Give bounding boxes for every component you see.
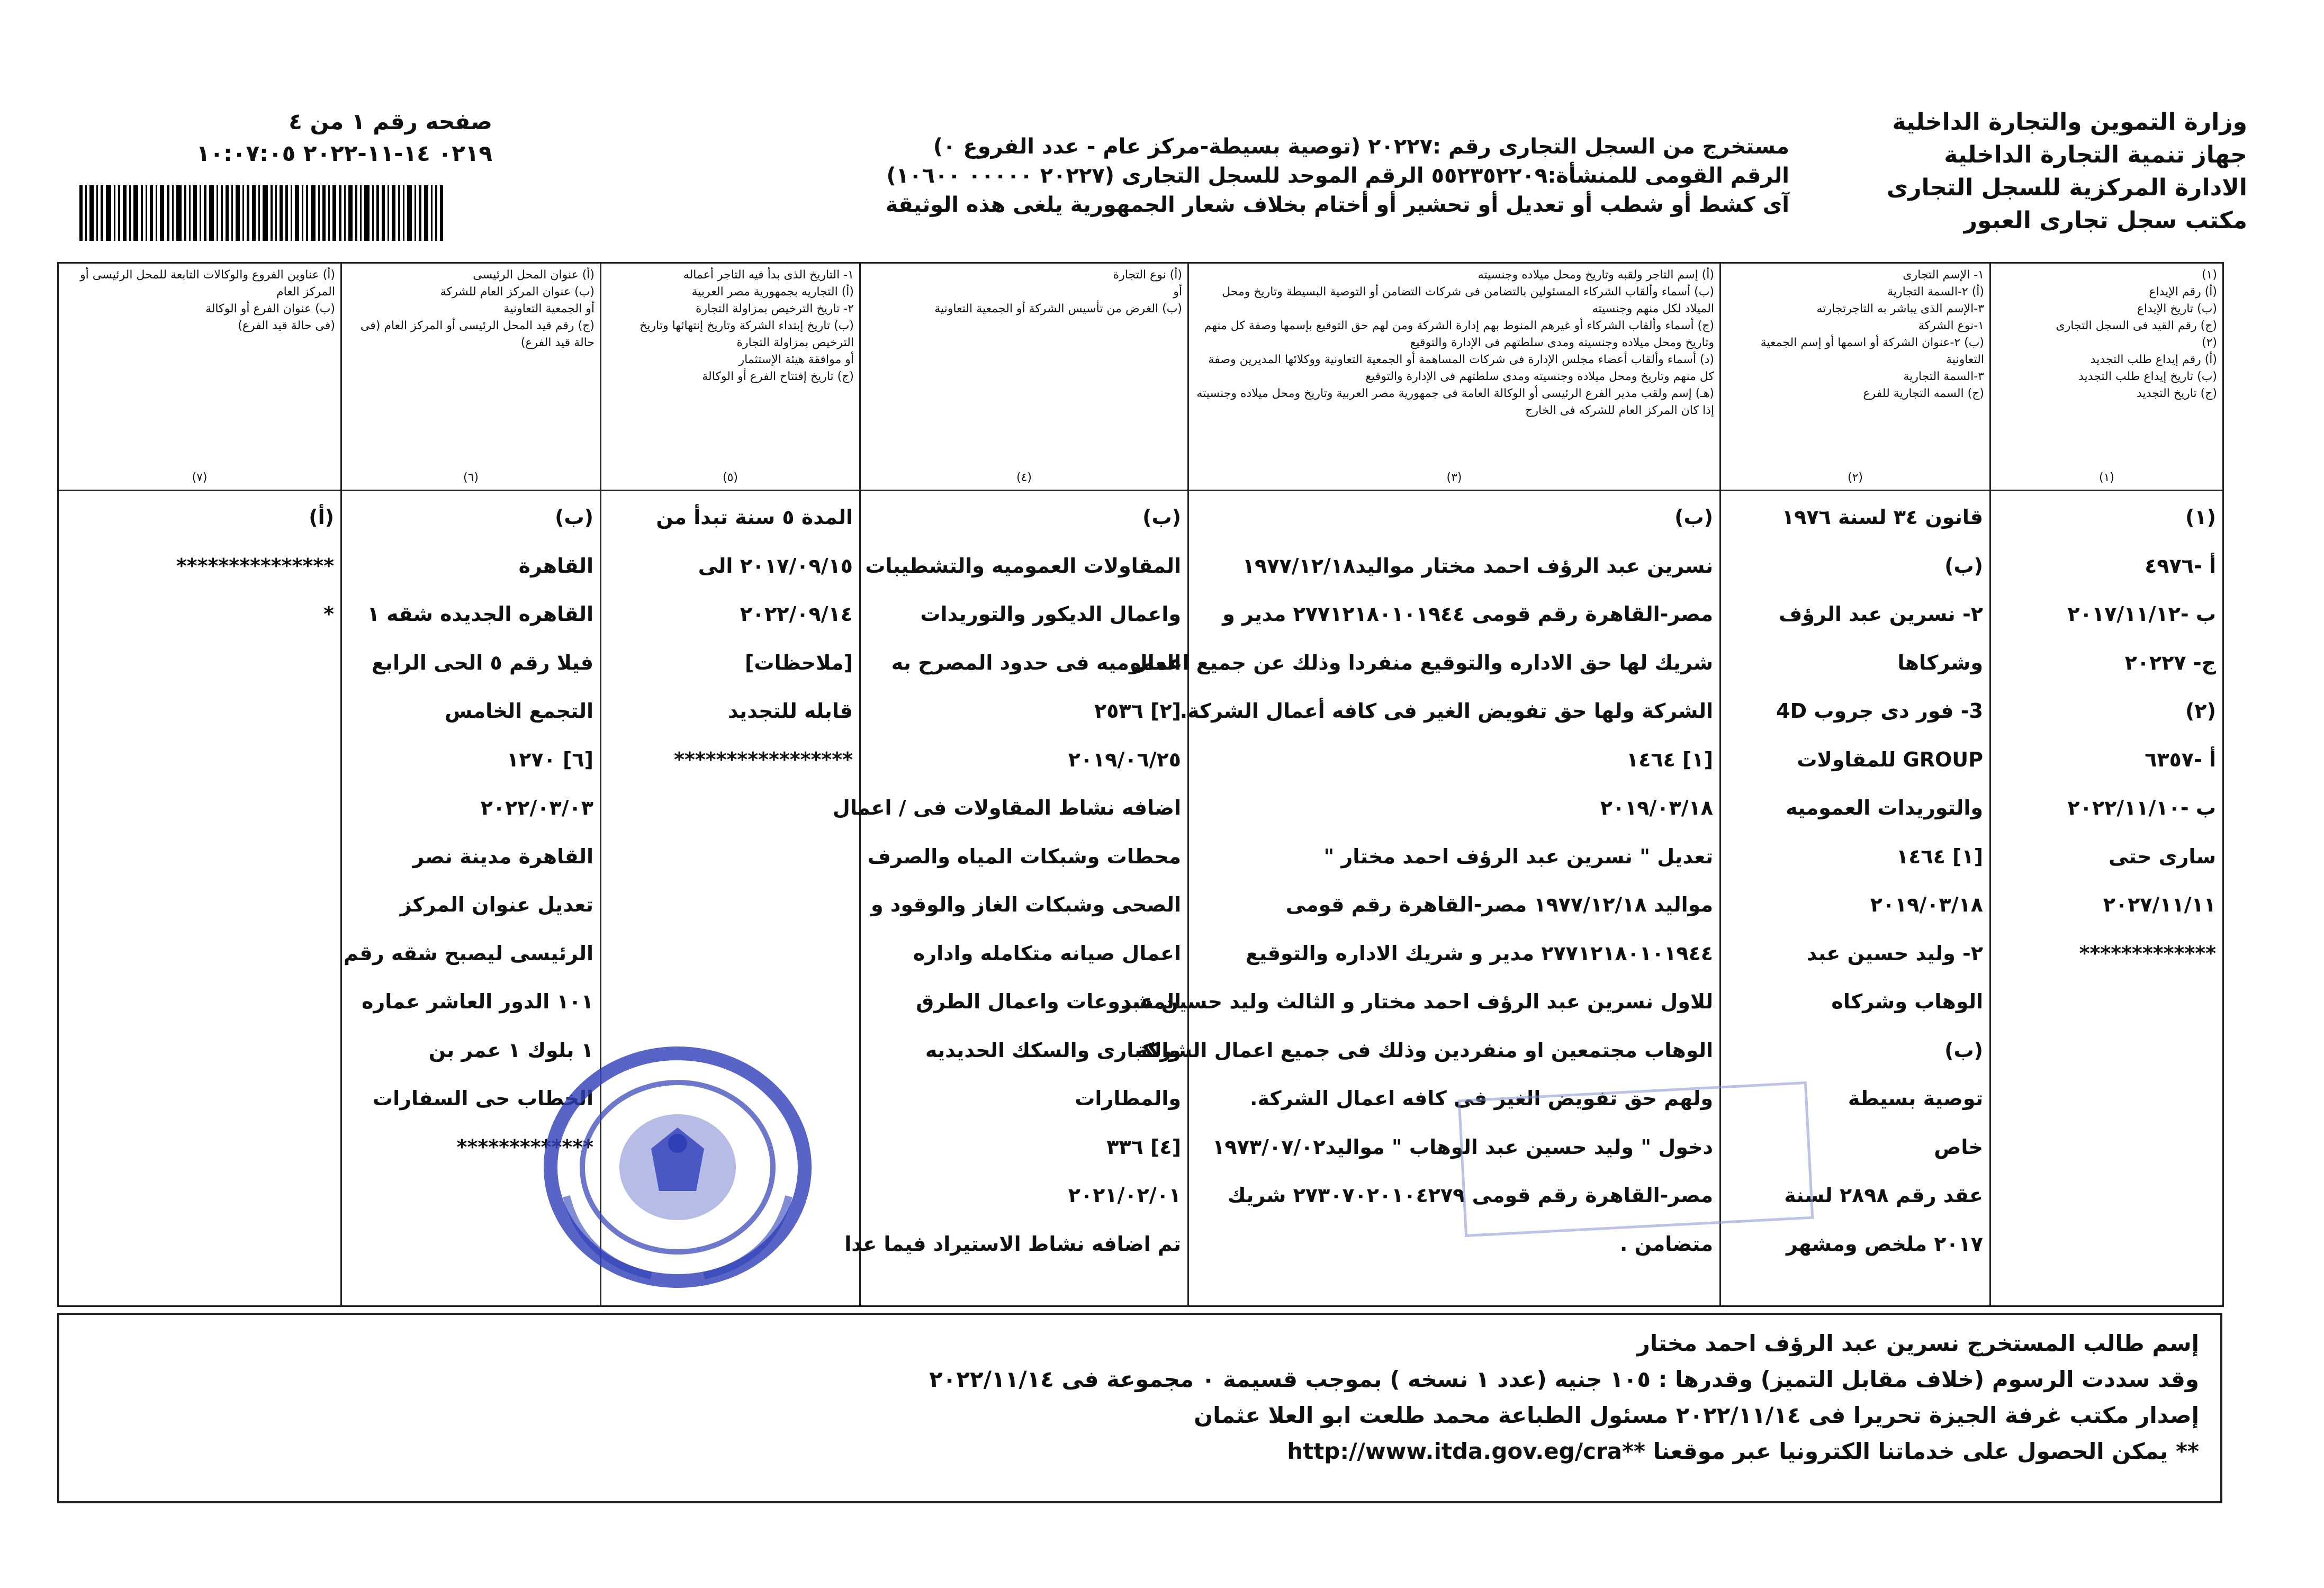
page-number: صفحه رقم ١ من ٤: [289, 109, 492, 134]
barcode-bar: [118, 185, 120, 241]
barcode-bar: [258, 185, 260, 241]
official-seal-icon: [535, 1037, 821, 1297]
header-line: أو موافقة هيئة الإستثمار: [738, 353, 854, 366]
header-line: ١- الإسم التجارى: [1903, 268, 1984, 282]
barcode-bar: [167, 185, 169, 241]
cell-line: وشركاها: [1897, 651, 1983, 674]
cell-line: مواليد ١٩٧٧/١٢/١٨ مصر-القاهرة رقم قومى: [1285, 893, 1713, 916]
barcode-bar: [123, 185, 127, 241]
barcode-bar: [348, 185, 353, 241]
ministry-line: مكتب سجل تجارى العبور: [1963, 207, 2247, 234]
barcode-bar: [176, 185, 182, 241]
barcode-bar: [306, 185, 308, 241]
cell-line: اعمال صيانه متكامله واداره: [913, 941, 1181, 965]
cell-line: الوهاب مجتمعين او منفردين وذلك فى جميع اعمال الشركة: [1136, 1038, 1713, 1062]
cell-line: [١] ١٤٦٤: [1626, 747, 1713, 771]
barcode-bar: [355, 185, 357, 241]
barcode-bar: [129, 185, 131, 241]
cell-line: ٢٠١٩/٠٦/٢٥: [1068, 747, 1181, 771]
barcode-bar: [403, 185, 404, 241]
cell-line: عقد رقم ٢٨٩٨ لسنة: [1784, 1184, 1983, 1207]
header-line: (ج) السمه التجارية للفرع: [1863, 387, 1984, 400]
barcode-bar: [141, 185, 143, 241]
barcode-bar: [133, 185, 138, 241]
barcode-bar: [398, 185, 400, 241]
national-number-line: الرقم القومى للمنشأة:٥٥٢٣٥٢٢٠٩ الرقم الموحد للسجل التجارى (٢٠٢٢٧ ٠٠٠٠٠ ١٠٦٠٠): [886, 164, 1789, 188]
cell-line: سارى حتى: [2109, 844, 2216, 868]
cell-line: ٢٠٢٧/١١/١١: [2103, 893, 2216, 916]
barcode-bar: [318, 185, 320, 241]
barcode-bar: [231, 185, 233, 241]
barcode-bar: [372, 185, 374, 241]
barcode-bar: [96, 185, 98, 241]
cell-line: مصر-القاهرة رقم قومى ٢٧٧١٢١٨٠١٠١٩٤٤ مدير و: [1222, 602, 1713, 626]
column-header-6: [341, 263, 601, 491]
barcode-bar: [236, 185, 240, 241]
cell-line: القاهرة: [518, 554, 593, 578]
barcode-bar: [242, 185, 244, 241]
print-timestamp: ٠٢١٩ ١٤-١١-٢٠٢٢ ١٠:٠٧:٠٥: [196, 140, 492, 166]
barcode-bar: [291, 185, 292, 241]
barcode-bar: [156, 185, 157, 241]
faint-office-stamp: [1458, 1081, 1814, 1237]
column-number: (٢): [1847, 471, 1863, 484]
issuer-line: إصدار مكتب غرفة الجيزة تحريرا فى ٢٠٢٢/١١/١٤ مسئول الطباعة محمد طلعت ابو العلا عثمان: [1194, 1402, 2199, 1428]
cell-line: المشروعات واعمال الطرق: [916, 990, 1181, 1013]
cell-line: ٢٠١٧/٠٩/١٥ الى: [698, 554, 853, 578]
barcode-bar: [440, 185, 443, 241]
cell-line: ٢٧٧١٢١٨٠١٠١٩٤٤ مدير و شريك الاداره والتوقيع: [1245, 941, 1713, 965]
header-line: ٣-السمة التجارية: [1903, 370, 1984, 383]
column-header-5: [601, 263, 860, 491]
barcode-bar: [150, 185, 153, 241]
barcode-bar: [226, 185, 229, 241]
cell-line: الوهاب وشركاه: [1831, 990, 1983, 1013]
cell-line: خاص: [1934, 1135, 1983, 1159]
cell-line: تعديل " نسرين عبد الرؤف احمد مختار ": [1323, 844, 1713, 868]
column-number: (١): [2098, 471, 2114, 484]
barcode-bar: [204, 185, 206, 241]
header-line: ١- التاريخ الذى بدأ فيه التاجر أعماله: [683, 268, 854, 282]
header-line: (ب) تاريخ الإيداع: [2137, 302, 2217, 315]
header-line: (أ) ٢-السمة التجارية: [1887, 285, 1984, 299]
column-cell-1: [1990, 491, 2223, 1306]
barcode-bar: [364, 185, 370, 241]
barcode-bar: [160, 185, 164, 241]
ministry-line: جهاز تنمية التجارة الداخلية: [1944, 141, 2247, 168]
cell-line: ٢- نسرين عبد الرؤف: [1779, 602, 1983, 626]
barcode-bar: [322, 185, 326, 241]
column-header-1: [1990, 263, 2223, 491]
barcode-bar: [285, 185, 288, 241]
cell-line: (ب): [555, 506, 593, 529]
cell-line: [٤] ٣٣٦: [1106, 1135, 1181, 1159]
cell-line: التجمع الخامس: [444, 699, 593, 723]
ministry-header: [1813, 106, 2247, 237]
header-line: ٣-الإسم الذى يباشر به التاجرتجارته: [1816, 302, 1984, 315]
cell-line: ب -٢٠٢٢/١١/١٠: [2067, 796, 2216, 819]
column-cell-7: [58, 491, 341, 1306]
cell-line: ٢٠٢١/٠٢/٠١: [1068, 1184, 1181, 1207]
cell-line: ج- ٢٠٢٢٧: [2124, 651, 2216, 674]
header-line: (أ) إسم التاجر ولقبه وتاريخ ومحل ميلاده وجنسيته: [1478, 268, 1714, 282]
column-header-7: [58, 263, 341, 491]
barcode-bar: [114, 185, 115, 241]
cell-line: والمطارات: [1075, 1087, 1181, 1110]
header-line: ٢- تاريخ الترخيص بمزاولة التجارة: [695, 302, 854, 315]
table-header-row: [58, 263, 2223, 491]
cell-line: (ب): [1142, 506, 1181, 529]
header-line: (د) أسماء وألقاب أعضاء مجلس الإدارة فى شركات المساهمة أو الجمعية التعاونية ووكلائها المديرين وصفة كل منهم وتاريخ ومحل ميلاده وجنسيته ومدى سلطتهم فى الإدارة والتوقيع: [1208, 353, 1714, 383]
ministry-line: وزارة التموين والتجارة الداخلية: [1892, 109, 2247, 136]
barcode-bar: [431, 185, 433, 241]
header-line: أو الجمعية التعاونية: [503, 302, 594, 315]
cell-line: اضافه نشاط المقاولات فى / اعمال: [832, 796, 1181, 819]
header-line: (ج) رقم القيد فى السجل التجارى: [2056, 319, 2217, 332]
barcode-bar: [295, 185, 299, 241]
header-line: (١): [2201, 268, 2217, 282]
column-header-3: [1188, 263, 1721, 491]
header-line: (ب) ٢-عنوان الشركة أو اسمها أو إسم الجمعية التعاونية: [1760, 336, 1984, 366]
barcode-bar: [101, 185, 103, 241]
cell-line: ٢٠١٧ ملخص ومشهر: [1786, 1232, 1983, 1256]
cell-line: والكبارى والسكك الحديديه: [925, 1038, 1181, 1062]
cell-line: ١٠١ الدور العاشر عماره: [361, 990, 593, 1013]
column-cell-4: [832, 491, 1188, 1306]
cell-line: GROUP للمقاولات: [1797, 747, 1983, 771]
barcode-bar: [344, 185, 346, 241]
barcode-bar: [311, 185, 316, 241]
cell-line: ب -٢٠١٧/١١/١٢: [2067, 602, 2216, 626]
header-line: (ب) الغرض من تأسيس الشركة أو الجمعية التعاونية: [934, 302, 1182, 315]
cell-line: ٢٠٢٢/٠٩/١٤: [740, 602, 853, 626]
barcode-bar: [435, 185, 437, 241]
cell-line: تعديل عنوان المركز: [400, 893, 593, 916]
barcode-bar: [247, 185, 249, 241]
cell-line: [ملاحظات]: [745, 651, 853, 674]
header-line: (هـ) إسم ولقب مدير الفرع الرئيسى أو الوكالة العامة فى جمهورية مصر العربية وتاريخ ومحل ميلاده وجنسيته إذا كان المركز العام للشركه فى الخارج: [1196, 387, 1714, 417]
column-header-4: [860, 263, 1188, 491]
cell-line: (ب): [1944, 554, 1983, 578]
barcode-bar: [280, 185, 283, 241]
barcode-bar: [209, 185, 214, 241]
barcode-bar: [89, 185, 94, 241]
barcode-bar: [415, 185, 416, 241]
header-line: (أ) رقم إيداع طلب التجديد: [2090, 353, 2217, 366]
barcode-bar: [184, 185, 186, 241]
cell-line: الصحى وشبكات الغاز والوقود و: [871, 893, 1181, 916]
cell-line: *****************: [674, 747, 853, 771]
header-line: (ج) أسماء وألقاب الشركاء أو غيرهم المنوط بهم إدارة الشركة ومن لهم حق التوقيع بإسمها وصفة كل منهم وتاريخ ومحل ميلاده وجنسيته ومدى سلطتهم فى الإدارة والتوقيع: [1204, 319, 1714, 349]
cell-line: [١] ١٤٦٤: [1896, 844, 1983, 868]
cell-line: توصية بسيطة: [1848, 1087, 1983, 1110]
header-line: (٢): [2201, 336, 2217, 349]
cell-line: الشركة ولها حق تفويض الغير فى كافه أعمال الشركة.: [1179, 699, 1713, 723]
column-header-2: [1721, 263, 1990, 491]
header-line: (ب) تاريخ إيداع طلب التجديد: [2078, 370, 2217, 383]
cell-line: قابله للتجديد: [727, 699, 853, 723]
header-line: (ج) تاريخ التجديد: [2136, 387, 2217, 400]
cell-line: القاهره الجديده شقه ١: [367, 602, 593, 626]
cell-line: (ب): [1674, 506, 1713, 529]
cell-line: الخطاب حى السفارات: [372, 1087, 593, 1110]
website-line: ** يمكن الحصول على خدماتنا الكترونيا عبر موقعنا **http://www.itda.gov.eg/cra: [1287, 1438, 2199, 1464]
cell-line: (١): [2185, 506, 2216, 529]
barcode-bar: [106, 185, 111, 241]
header-line: (أ) عناوين الفروع والوكالات التابعة للمحل الرئيسى أو المركز العام: [80, 268, 335, 299]
cell-line: شريك لها حق الاداره والتوقيع منفردا وذلك عن جميع اعمال: [1130, 651, 1713, 674]
footer-box: [57, 1313, 2222, 1503]
column-number: (٧): [192, 471, 208, 484]
registry-table: [57, 262, 2224, 1307]
column-number: (٤): [1016, 471, 1032, 484]
requester-line: إسم طالب المستخرج نسرين عبد الرؤف احمد مختار: [1637, 1330, 2199, 1356]
cell-line: ٢٠١٩/٠٣/١٨: [1600, 796, 1713, 819]
cell-line: (ب): [1944, 1038, 1983, 1062]
barcode-bar: [382, 185, 385, 241]
cell-line: ٢٠١٩/٠٣/١٨: [1870, 893, 1983, 916]
cell-line: [٢] ٢٥٣٦: [1094, 699, 1181, 723]
barcode-bar: [392, 185, 395, 241]
cell-line: للاول نسرين عبد الرؤف احمد مختار و الثالث وليد حسين عبد: [1120, 990, 1713, 1013]
header-line: أو: [1173, 285, 1182, 299]
cell-line: ١ بلوك ١ عمر بن: [428, 1038, 593, 1062]
extract-title: مستخرج من السجل التجارى رقم :٢٠٢٢٧ (توصية بسيطة-مركز عام - عدد الفروع ٠): [933, 134, 1789, 159]
cell-line: 3- فور دى جروب 4D: [1776, 699, 1983, 723]
header-line: (ب) أسماء وألقاب الشركاء المسئولين بالتضامن فى شركات التضامن أو التوصية البسيطة وتاريخ ومحل الميلاد لكل منهم وجنسيته: [1222, 285, 1714, 315]
barcode-bar: [360, 185, 362, 241]
cell-line: فيلا رقم ٥ الحى الرابع: [371, 651, 593, 674]
cell-line: *: [323, 602, 334, 626]
barcode-bar: [172, 185, 174, 241]
cell-line: [٦] ١٢٧٠: [507, 747, 593, 771]
cell-line: *************: [456, 1135, 593, 1159]
barcode-bar: [407, 185, 412, 241]
cell-line: ولهم حق تفويض الغير فى كافه اعمال الشركة.: [1250, 1087, 1713, 1110]
cell-line: تم اضافه نشاط الاستيراد فيما عدا: [844, 1232, 1181, 1256]
barcode-bar: [217, 185, 218, 241]
cell-line: نسرين عبد الرؤف احمد مختار مواليد١٩٧٧/١٢/١٨: [1242, 554, 1713, 578]
header-line: (فى حالة قيد الفرع): [238, 319, 335, 332]
column-number: (٦): [463, 471, 479, 484]
footer-text: [82, 1325, 2199, 1469]
column-number: (٥): [722, 471, 738, 484]
cell-line: والتوريدات العموميه: [1786, 796, 1983, 819]
table-row: [58, 491, 2223, 1306]
cell-line: *************: [2079, 941, 2216, 965]
page-info: [79, 106, 492, 169]
cell-line: العموميه فى حدود المصرح به: [891, 651, 1181, 674]
barcode-bar: [339, 185, 341, 241]
header-line: ١-نوع الشركة: [1918, 319, 1984, 332]
cell-line: أ -٤٩٧٦: [2145, 554, 2216, 578]
cell-line: قانون ٣٤ لسنة ١٩٧٦: [1781, 506, 1983, 529]
barcode-icon: [79, 185, 492, 241]
fees-line: وقد سددت الرسوم (خلاف مقابل التميز) وقدرها : ١٠٥ جنيه (عدد ١ نسخه ) بموجب قسيمة ٠ مجموعة فى ٢٠٢٢/١١/١٤: [929, 1366, 2199, 1392]
header-line: (ب) تاريخ إبتداء الشركة وتاريخ إنتهائها وتاريخ الترخيص بمزاولة التجارة: [639, 319, 854, 349]
column-number: (٣): [1446, 471, 1462, 484]
cell-line: المقاولات العموميه والتشطيبات: [865, 554, 1181, 578]
cell-line: الرئيسى ليصبح شقه رقم: [344, 941, 593, 965]
barcode-bar: [302, 185, 303, 241]
cell-line: المدة ٥ سنة تبدأ من: [656, 506, 853, 529]
validity-warning: آى كشط أو شطب أو تعديل أو تحشير أو أختام بخلاف شعار الجمهورية يلغى هذه الوثيقة: [885, 193, 1789, 217]
header-line: (ج) تاريخ إفتتاح الفرع أو الوكالة: [702, 370, 854, 383]
header-line: (ج) رقم قيد المحل الرئيسى أو المركز العام (فى حالة قيد الفرع): [360, 319, 594, 349]
barcode-bar: [328, 185, 330, 241]
barcode-bar: [419, 185, 421, 241]
header-line: (أ) التجاريه بجمهورية مصر العربية: [691, 285, 854, 299]
cell-line: متضامن .: [1619, 1232, 1713, 1256]
barcode-bar: [221, 185, 223, 241]
cell-line: ***************: [176, 554, 334, 578]
header-line: (أ) عنوان المحل الرئيسى: [473, 268, 594, 282]
cell-line: مصر-القاهرة رقم قومى ٢٧٣٠٧٠٢٠١٠٤٢٧٩ شريك: [1227, 1184, 1713, 1207]
document-title-block: [466, 132, 1789, 220]
barcode-bar: [200, 185, 201, 241]
barcode-bar: [388, 185, 389, 241]
cell-line: ٢- وليد حسين عبد: [1806, 941, 1983, 965]
cell-line: أ -٦٣٥٧: [2145, 747, 2216, 771]
header-line: (ب) عنوان الفرع أو الوكالة: [205, 302, 335, 315]
header-line: (ب) عنوان المركز العام للشركة: [440, 285, 594, 299]
header-line: (أ) رقم الإيداع: [2149, 285, 2217, 299]
barcode-bar: [332, 185, 336, 241]
barcode-bar: [79, 185, 83, 241]
cell-line: دخول " وليد حسين عبد الوهاب " مواليد١٩٧٣/٠٧/٠٢: [1212, 1135, 1713, 1159]
barcode-bar: [252, 185, 256, 241]
barcode-bar: [424, 185, 428, 241]
cell-line: محطات وشبكات المياه والصرف: [867, 844, 1181, 868]
ministry-line: الادارة المركزية للسجل التجارى: [1886, 174, 2247, 201]
barcode-bar: [376, 185, 379, 241]
cell-line: واعمال الديكور والتوريدات: [920, 602, 1181, 626]
cell-line: (أ): [309, 506, 334, 529]
cell-line: القاهرة مدينة نصر: [412, 844, 593, 868]
barcode-bar: [146, 185, 147, 241]
barcode-bar: [263, 185, 268, 241]
barcode-bar: [271, 185, 273, 241]
cell-line: ٢٠٢٢/٠٣/٠٣: [480, 796, 593, 819]
barcode-bar: [85, 185, 87, 241]
cell-line: (٢): [2185, 699, 2216, 723]
barcode-bar: [193, 185, 197, 241]
barcode-bar: [275, 185, 277, 241]
barcode-bar: [189, 185, 191, 241]
header-line: (أ) نوع التجارة: [1113, 268, 1182, 282]
